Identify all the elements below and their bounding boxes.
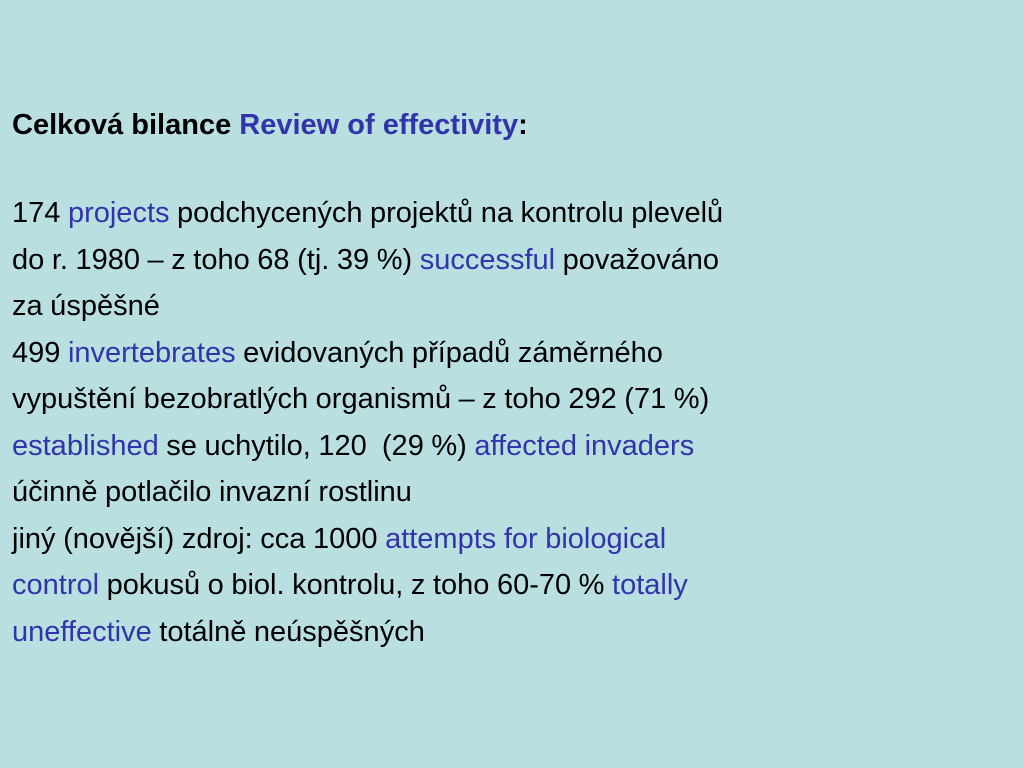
body-line-7 xyxy=(12,469,1016,516)
english-term-control: control xyxy=(12,569,100,601)
body-line-7-text: účinně potlačilo invazní rostlinu xyxy=(12,476,412,508)
body-line-10-text: totálně neúspěšných xyxy=(151,615,425,648)
english-term-attempts: attempts for biological xyxy=(385,522,667,555)
body-line-2-text: do r. 1980 – z toho 68 (tj. 39 %) xyxy=(12,243,420,276)
body-line-9 xyxy=(12,562,1016,609)
english-term-totally: totally xyxy=(612,569,688,601)
slide-body xyxy=(12,190,1016,655)
body-line-10 xyxy=(12,609,1016,656)
body-line-2-text-2: považováno xyxy=(555,243,720,276)
english-term-invertebrates: invertebrates xyxy=(67,336,236,369)
body-line-3 xyxy=(12,283,1016,330)
body-line-8-text: jiný (novější) zdroj: cca 1000 xyxy=(12,522,386,555)
slide-heading xyxy=(12,104,1016,146)
body-line-1 xyxy=(12,190,1016,237)
body-line-4-text: 499 xyxy=(12,336,68,369)
heading-czech: Celková bilance xyxy=(12,109,232,141)
english-term-projects: projects xyxy=(67,197,170,229)
body-line-8 xyxy=(12,516,1016,563)
body-line-4 xyxy=(12,330,1016,377)
body-line-5-text: vypuštění bezobratlých organismů – z toho 292 (71 %) xyxy=(12,383,710,415)
body-line-1-text: 174 xyxy=(12,197,68,229)
heading-english: Review of effectivity xyxy=(239,109,519,141)
body-line-2 xyxy=(12,237,1016,284)
body-line-6-text: se uchytilo, 120 (29 %) xyxy=(158,429,475,462)
english-term-uneffective: uneffective xyxy=(12,615,152,648)
slide-content xyxy=(12,104,1016,655)
body-line-3-text: za úspěšné xyxy=(12,290,160,322)
body-line-6 xyxy=(12,423,1016,470)
body-line-5 xyxy=(12,376,1016,423)
body-line-1-text-2: podchycených projektů na kontrolu plevelů xyxy=(169,197,724,229)
english-term-successful: successful xyxy=(419,243,556,276)
heading-colon: : xyxy=(518,109,528,141)
english-term-affected-invaders: affected invaders xyxy=(474,429,695,462)
body-line-9-text: pokusů o biol. kontrolu, z toho 60-70 % xyxy=(99,569,613,601)
body-line-4-text-2: evidovaných případů záměrného xyxy=(235,336,663,369)
english-term-established: established xyxy=(12,429,159,462)
